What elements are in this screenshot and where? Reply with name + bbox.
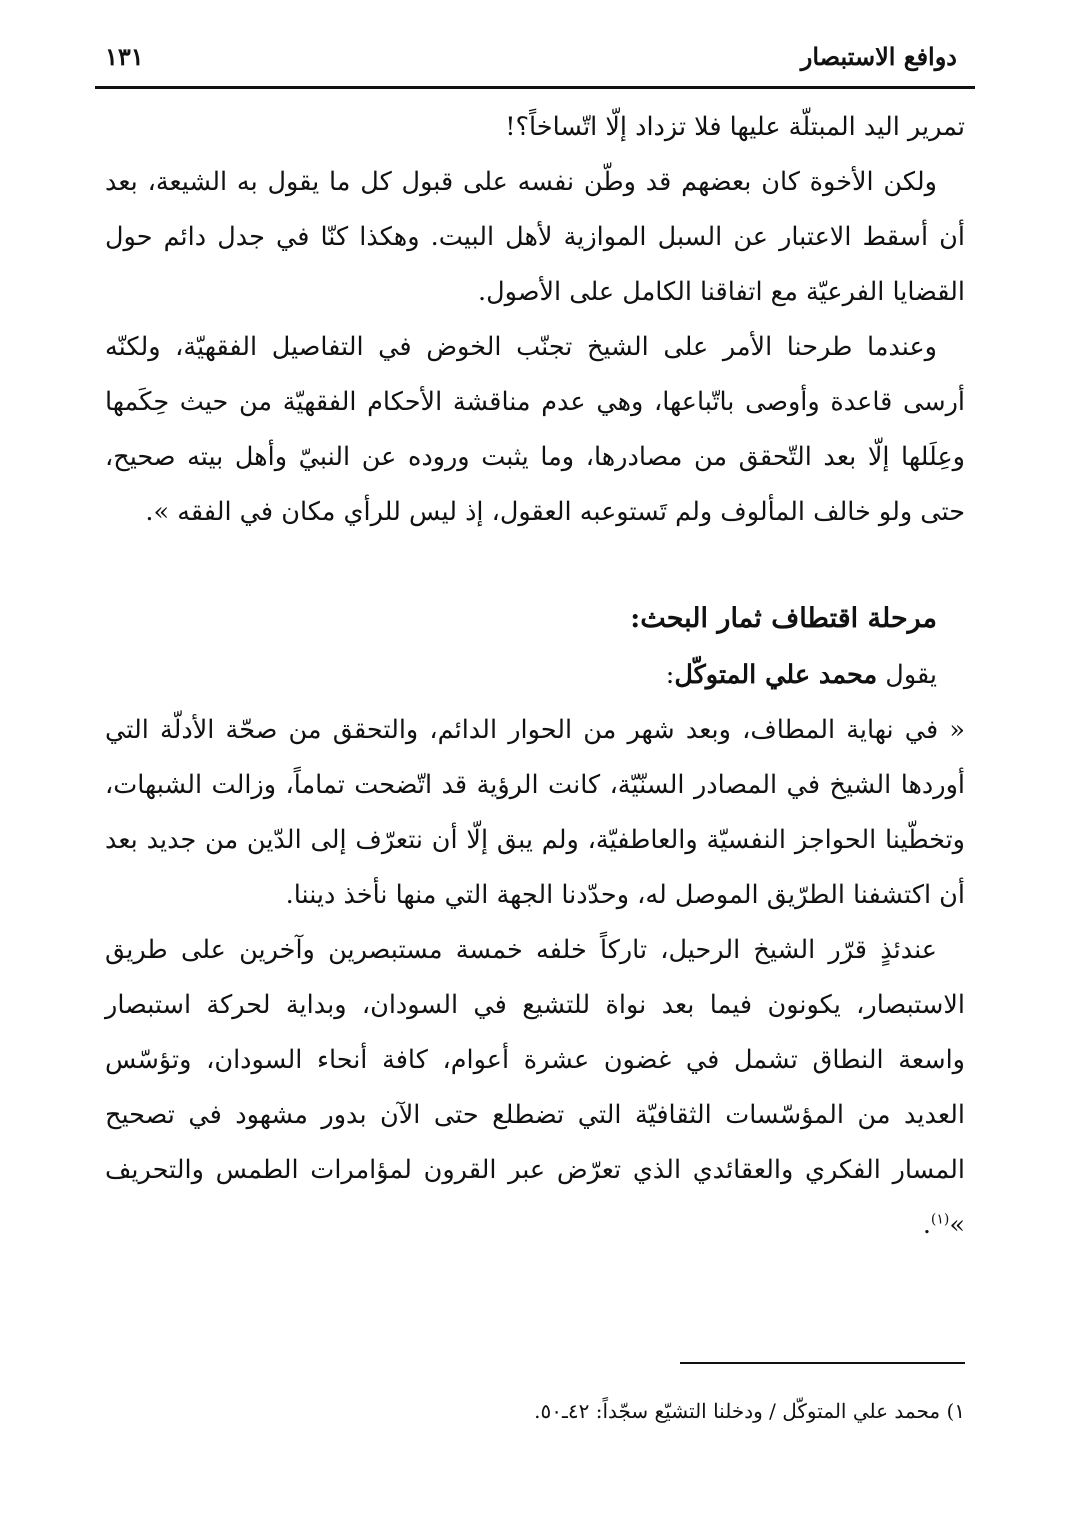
page-body (105, 100, 965, 1253)
section-heading: مرحلة اقتطاف ثمار البحث: (630, 603, 937, 634)
footnote: ١) محمد علي المتوكّل / ودخلنا التشيّع سجّداً: ٤٢ـ٥٠. (534, 1399, 965, 1423)
paragraph-1: تمرير اليد المبتلّة عليها فلا تزداد إلّا اتّساخاً؟! (505, 112, 965, 142)
speaker-name: محمد علي المتوكّل (674, 660, 878, 690)
running-header (95, 38, 975, 78)
footnote-rule (680, 1362, 965, 1364)
quote-paragraph-2-end: . (922, 1210, 931, 1240)
speaker-line (105, 648, 965, 703)
header-rule (95, 86, 975, 89)
quote-paragraph-2-text: عندئذٍ قرّر الشيخ الرحيل، تاركاً خلفه خمسة مستبصرين وآخرين على طريق الاستبصار، يكونون فيما بعد نواة للتشيع في السودان، وبداية لحركة استبصار واسعة النطاق تشمل في غضون عشرة أعوام، كافة أنحاء السودان، وتؤسّس العديد من المؤسّسات الثقافيّة التي تضطلع حتى الآن بدور مشهود في تصحيح المسار الفكري والعقائدي الذي تعرّض عبر القرون لمؤامرات الطمس والتحريف » (105, 935, 965, 1240)
speaker-colon: : (665, 660, 675, 690)
quote-paragraph-2 (105, 923, 965, 1253)
quote-paragraph-1: « في نهاية المطاف، وبعد شهر من الحوار الدائم، والتحقق من صحّة الأدلّة التي أوردها الشيخ في المصادر السنّيّة، كانت الرؤية قد اتّضحت تماماً، وزالت الشبهات، وتخطّينا الحواجز النفسيّة والعاطفيّة، ولم يبق إلّا أن نتعرّف إلى الدّين من جديد بعد أن اكتشفنا الطرّيق الموصل له، وحدّدنا الجهة التي منها نأخذ ديننا. (105, 715, 965, 910)
footnote-marker[interactable]: (١) (930, 1211, 950, 1228)
paragraph-3: وعندما طرحنا الأمر على الشيخ تجنّب الخوض في التفاصيل الفقهيّة، ولكنّه أرسى قاعدة وأوصى باتّباعها، وهي عدم مناقشة الأحكام الفقهيّة من حيث حِكَمها وعِلَلها إلّا بعد التّحقق من مصادرها، وما يثبت وروده عن النبيّ وأهل بيته صحيح، حتى ولو خالف المألوف ولم تَستوعبه العقول، إذ ليس للرأي مكان في الفقه ». (105, 332, 965, 527)
chapter-title: دوافع الاستبصار (800, 42, 957, 71)
page-number: ١٣١ (105, 42, 144, 71)
speaker-prefix: يقول (885, 660, 937, 690)
paragraph-2: ولكن الأخوة كان بعضهم قد وطّن نفسه على قبول كل ما يقول به الشيعة، بعد أن أسقط الاعتبار عن السبل الموازية لأهل البيت. وهكذا كنّا في جدل دائم حول القضايا الفرعيّة مع اتفاقنا الكامل على الأصول. (105, 167, 965, 307)
